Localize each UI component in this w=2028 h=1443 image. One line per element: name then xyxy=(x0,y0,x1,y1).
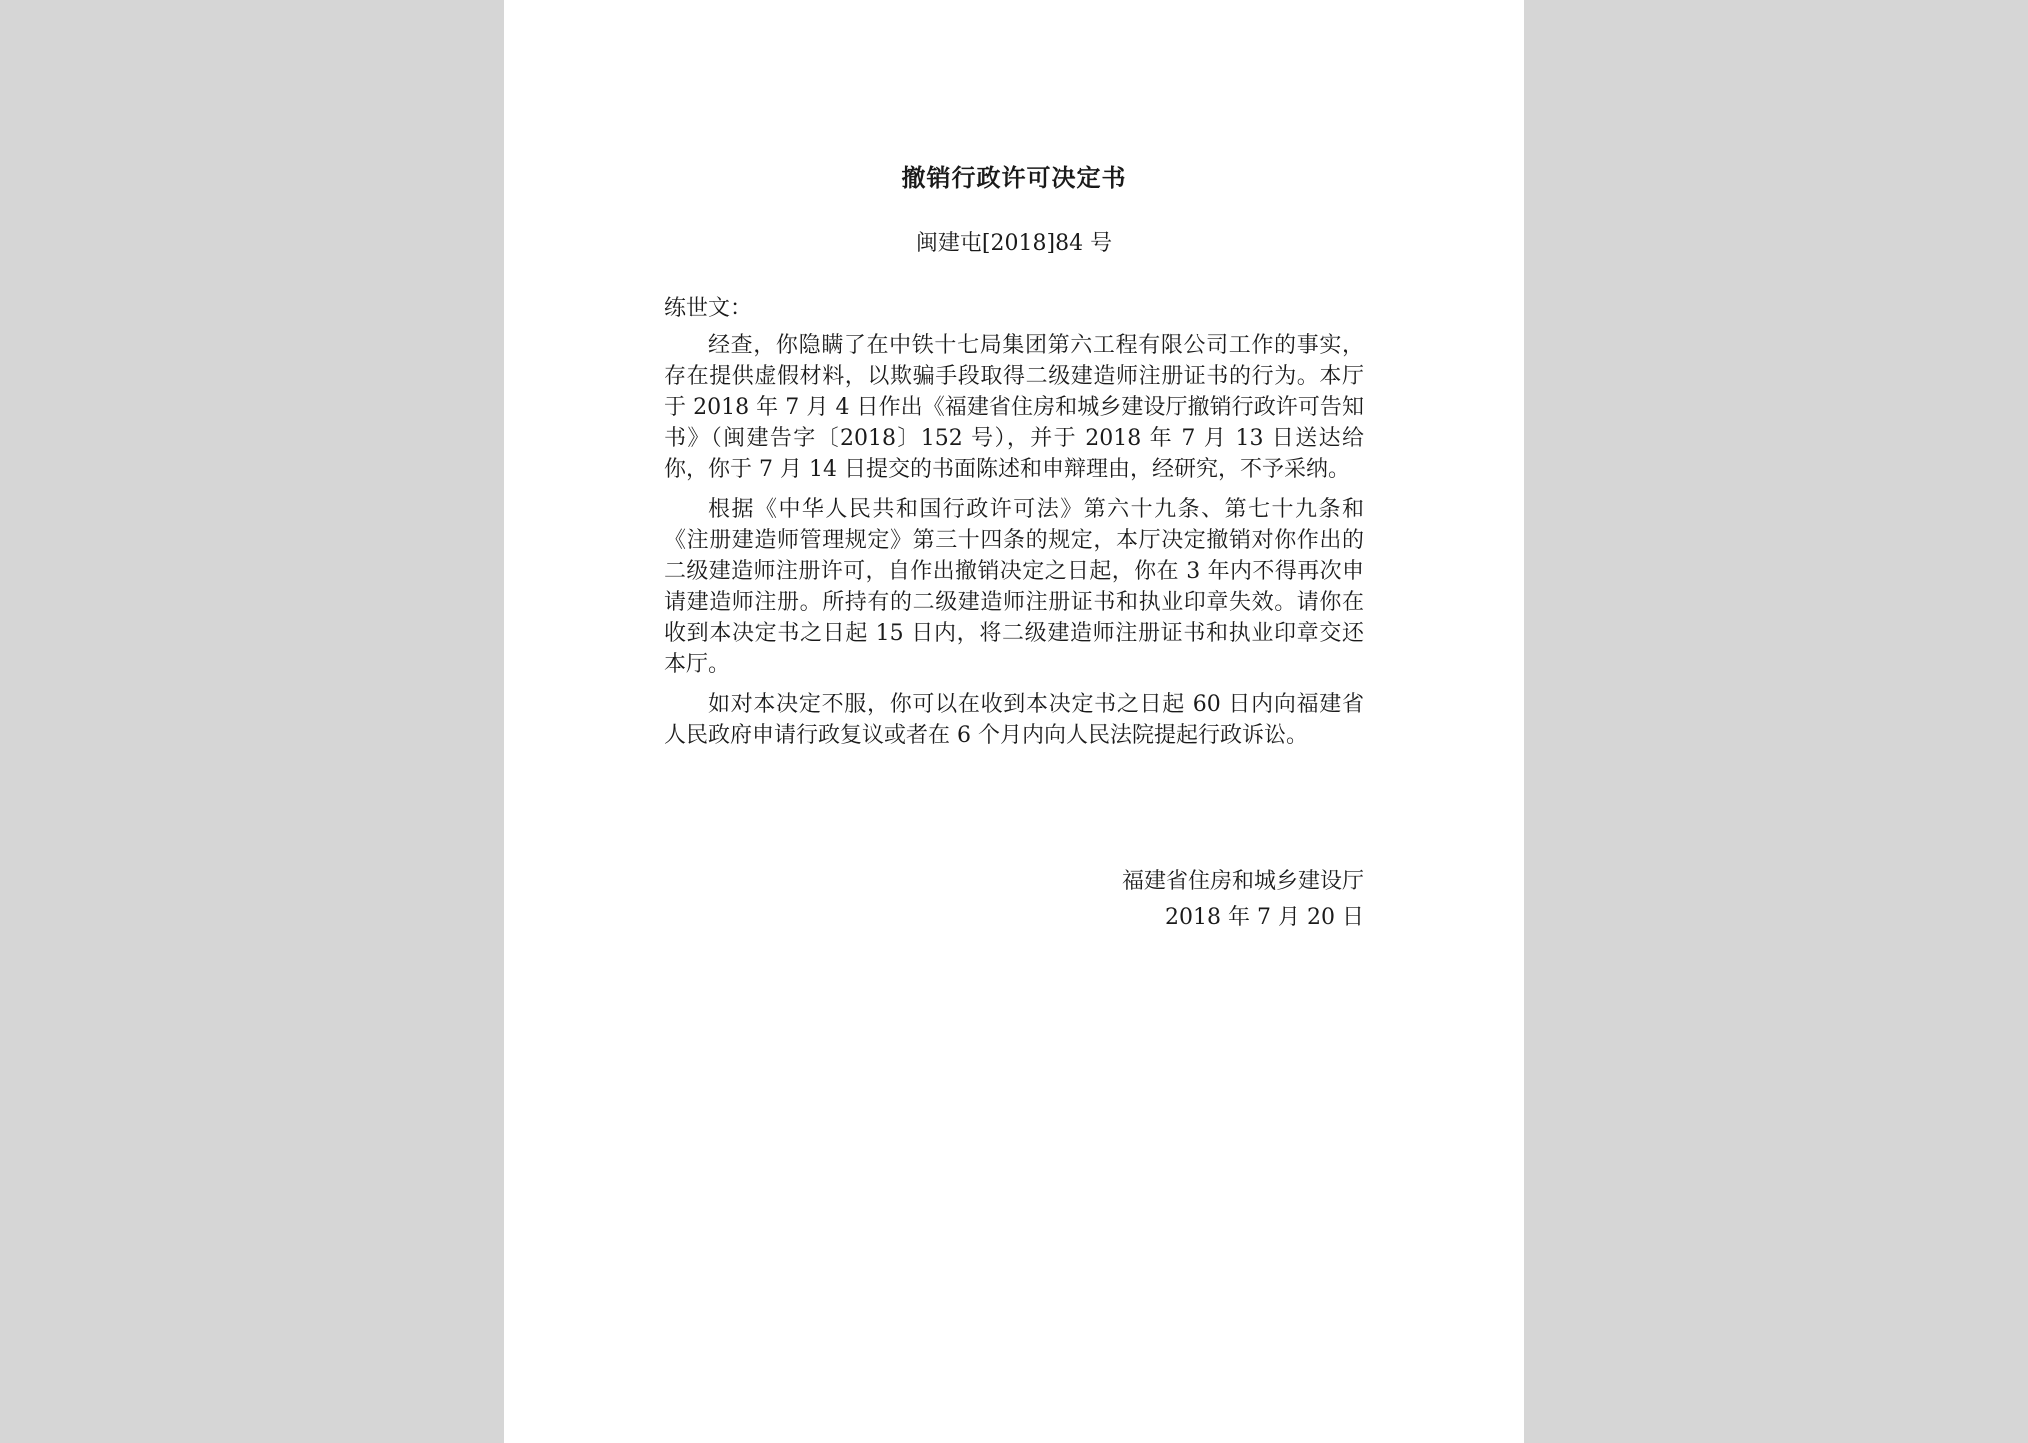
issue-date: 2018 年 7 月 20 日 xyxy=(1165,905,1364,930)
issuer-name: 福建省住房和城乡建设厅 xyxy=(1121,869,1364,894)
paragraph-3: 如对本决定不服，你可以在收到本决定书之日起 60 日内向福建省人民政府申请行政复议或者在 6 个月内向人民法院提起行政诉讼。 xyxy=(664,692,1364,748)
document-page xyxy=(504,0,1524,1443)
paragraph-2: 根据《中华人民共和国行政许可法》第六十九条、第七十九条和《注册建造师管理规定》第三十四条的规定，本厅决定撤销对你作出的二级建造师注册许可，自作出撤销决定之日起，你在 3 年内不得再次申请建造师注册。所持有的二级建造师注册证书和执业印章失效。请你在收到本决定书之日起 15 日内，将二级建造师注册证书和执业印章交还本厅。 xyxy=(664,497,1364,677)
signature-block xyxy=(664,864,1364,936)
paragraph-1: 经查，你隐瞒了在中铁十七局集团第六工程有限公司工作的事实，存在提供虚假材料，以欺骗手段取得二级建造师注册证书的行为。本厅于 2018 年 7 月 4 日作出《福建省住房和城乡建设厅撤销行政许可告知书》（闽建告字〔2018〕152 号），并于 2018 年 7 月 13 日送达给你，你于 7 月 14 日提交的书面陈述和申辩理由，经研究，不予采纳。 xyxy=(664,333,1364,482)
salutation: 练世文： xyxy=(664,296,753,321)
document-body xyxy=(664,330,1364,760)
document-title: 撤销行政许可决定书 xyxy=(901,163,1127,192)
document-number: 闽建屯[2018]84 号 xyxy=(915,231,1113,256)
